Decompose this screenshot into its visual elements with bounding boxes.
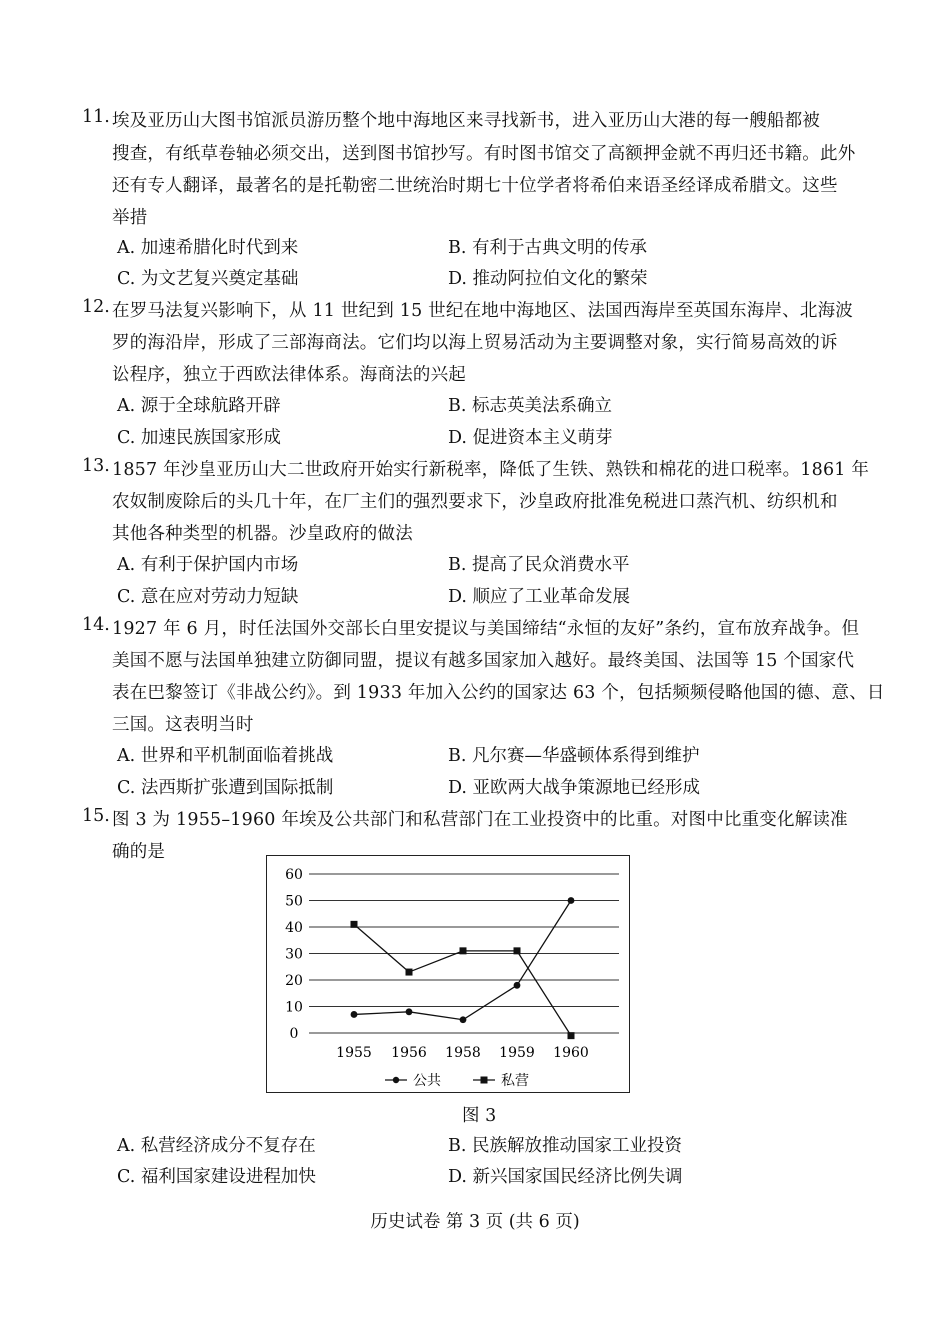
option-c[interactable]: C. 为文艺复兴奠定基础 bbox=[117, 269, 299, 289]
option-c[interactable]: C. 福利国家建设进程加快 bbox=[117, 1167, 316, 1187]
y-tick-label: 20 bbox=[285, 973, 303, 989]
x-tick-label: 1959 bbox=[499, 1045, 535, 1061]
option-a[interactable]: A. 源于全球航路开辟 bbox=[117, 396, 281, 416]
legend-label: 私营 bbox=[501, 1073, 529, 1089]
legend-marker bbox=[393, 1077, 399, 1083]
legend-marker bbox=[481, 1077, 488, 1084]
x-tick-label: 1955 bbox=[336, 1045, 372, 1061]
question-text-line: 表在巴黎签订《非战公约》。到 1933 年加入公约的国家达 63 个，包括频频侵略他国的德、意、日 bbox=[112, 683, 885, 703]
legend-label: 公共 bbox=[413, 1073, 441, 1089]
data-point bbox=[568, 1032, 575, 1039]
x-tick-label: 1958 bbox=[445, 1045, 481, 1061]
option-a[interactable]: A. 加速希腊化时代到来 bbox=[117, 238, 299, 258]
question-text-line: 三国。这表明当时 bbox=[112, 715, 254, 735]
question-text-line: 1927 年 6 月，时任法国外交部长白里安提议与美国缔结“永恒的友好”条约，宣布放弃战争。但 bbox=[112, 619, 860, 639]
question-text-line: 其他各种类型的机器。沙皇政府的做法 bbox=[112, 524, 413, 544]
option-b[interactable]: B. 标志英美法系确立 bbox=[448, 396, 612, 416]
question-text-line: 图 3 为 1955–1960 年埃及公共部门和私营部门在工业投资中的比重。对图中比重变化解读准 bbox=[112, 810, 848, 830]
option-b[interactable]: B. 提高了民众消费水平 bbox=[448, 555, 630, 575]
x-tick-label: 1960 bbox=[553, 1045, 589, 1061]
question-text-line: 美国不愿与法国单独建立防御同盟，提议有越多国家加入越好。最终美国、法国等 15 个国家代 bbox=[112, 651, 855, 671]
question-number: 11. bbox=[82, 107, 110, 127]
option-c[interactable]: C. 意在应对劳动力短缺 bbox=[117, 587, 299, 607]
option-d[interactable]: D. 亚欧两大战争策源地已经形成 bbox=[448, 778, 701, 798]
figure-3-chart bbox=[266, 855, 630, 1093]
x-tick-label: 1956 bbox=[391, 1045, 427, 1061]
y-tick-label: 40 bbox=[285, 920, 303, 936]
data-point bbox=[514, 947, 521, 954]
question-number: 14. bbox=[82, 615, 110, 635]
data-point bbox=[406, 1008, 413, 1015]
data-point bbox=[351, 1011, 358, 1018]
question-text-line: 农奴制废除后的头几十年，在厂主们的强烈要求下，沙皇政府批准免税进口蒸汽机、纺织机和 bbox=[112, 492, 838, 512]
question-text-line: 确的是 bbox=[112, 842, 166, 862]
option-c[interactable]: C. 加速民族国家形成 bbox=[117, 428, 281, 448]
question-text-line: 搜查，有纸草卷轴必须交出，送到图书馆抄写。有时图书馆交了高额押金就不再归还书籍。此外 bbox=[112, 144, 856, 164]
data-point bbox=[514, 982, 521, 989]
page-footer: 历史试卷 第 3 页 (共 6 页) bbox=[370, 1212, 580, 1232]
option-b[interactable]: B. 有利于古典文明的传承 bbox=[448, 238, 647, 258]
y-tick-label: 60 bbox=[285, 867, 303, 883]
line-chart bbox=[267, 856, 629, 1092]
option-d[interactable]: D. 促进资本主义萌芽 bbox=[448, 428, 613, 448]
question-number: 15. bbox=[82, 806, 110, 826]
figure-caption: 图 3 bbox=[462, 1106, 497, 1126]
option-d[interactable]: D. 推动阿拉伯文化的繁荣 bbox=[448, 269, 648, 289]
question-text-line: 1857 年沙皇亚历山大二世政府开始实行新税率，降低了生铁、熟铁和棉花的进口税率。1861 年 bbox=[112, 460, 870, 480]
option-b[interactable]: B. 凡尔赛—华盛顿体系得到维护 bbox=[448, 746, 700, 766]
option-d[interactable]: D. 新兴国家国民经济比例失调 bbox=[448, 1167, 683, 1187]
option-c[interactable]: C. 法西斯扩张遭到国际抵制 bbox=[117, 778, 334, 798]
question-text-line: 举措 bbox=[112, 208, 148, 228]
y-tick-label: 30 bbox=[285, 946, 303, 963]
question-text-line: 在罗马法复兴影响下，从 11 世纪到 15 世纪在地中海地区、法国西海岸至英国东海岸、北海波 bbox=[112, 301, 853, 321]
y-tick-label: 0 bbox=[289, 1026, 299, 1042]
question-text-line: 罗的海沿岸，形成了三部海商法。它们均以海上贸易活动为主要调整对象，实行简易高效的诉 bbox=[112, 333, 838, 353]
data-point bbox=[351, 921, 358, 928]
option-a[interactable]: A. 有利于保护国内市场 bbox=[117, 555, 299, 575]
question-text-line: 还有专人翻译，最著名的是托勒密二世统治时期七十位学者将希伯来语圣经译成希腊文。这些 bbox=[112, 176, 838, 196]
question-number: 12. bbox=[82, 297, 110, 317]
option-b[interactable]: B. 民族解放推动国家工业投资 bbox=[448, 1136, 682, 1156]
option-d[interactable]: D. 顺应了工业革命发展 bbox=[448, 587, 631, 607]
y-tick-label: 10 bbox=[285, 999, 303, 1016]
question-text-line: 讼程序，独立于西欧法律体系。海商法的兴起 bbox=[112, 365, 466, 385]
data-point bbox=[568, 897, 575, 904]
option-a[interactable]: A. 私营经济成分不复存在 bbox=[117, 1136, 316, 1156]
series-line-public bbox=[354, 901, 571, 1020]
data-point bbox=[406, 969, 413, 976]
y-tick-label: 50 bbox=[285, 893, 303, 910]
question-text-line: 埃及亚历山大图书馆派员游历整个地中海地区来寻找新书，进入亚历山大港的每一艘船都被 bbox=[112, 111, 820, 131]
question-number: 13. bbox=[82, 456, 110, 476]
data-point bbox=[460, 947, 467, 954]
option-a[interactable]: A. 世界和平机制面临着挑战 bbox=[117, 746, 334, 766]
data-point bbox=[460, 1016, 467, 1023]
